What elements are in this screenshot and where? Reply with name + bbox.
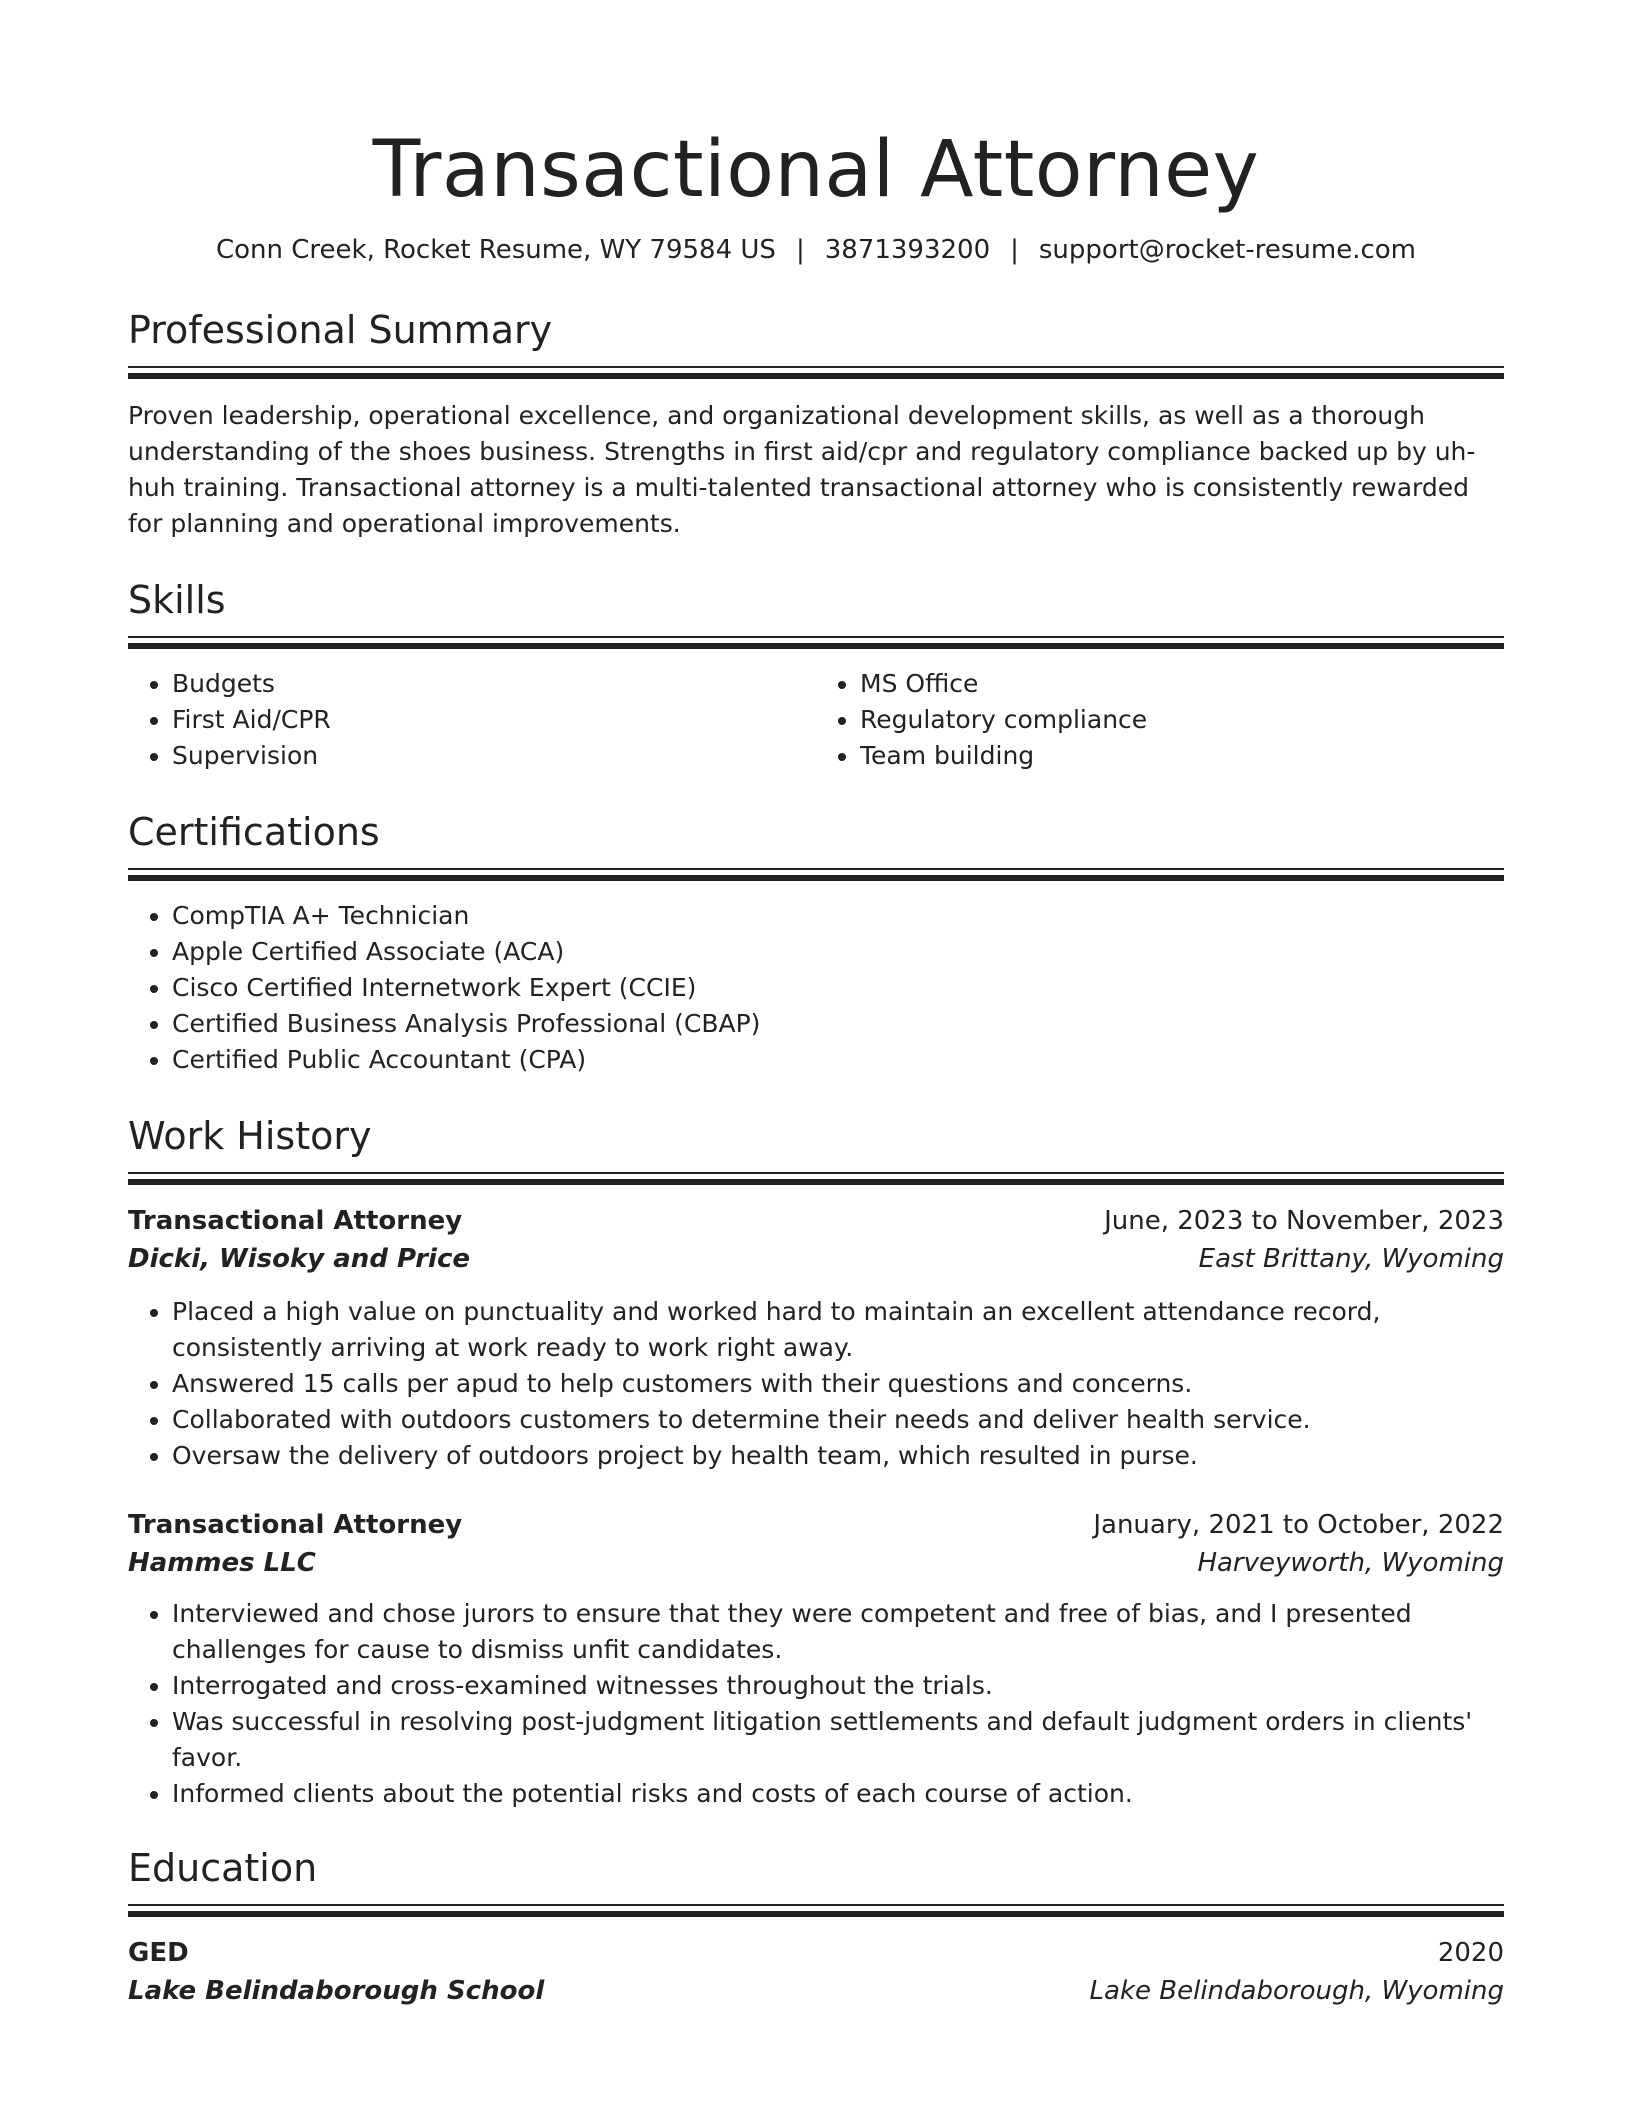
section-divider	[128, 366, 1504, 382]
job-bullets	[128, 1294, 1504, 1474]
job-bullet: • Oversaw the delivery of outdoors project by health team, which resulted in purse.	[172, 1438, 1504, 1474]
job-dates: June, 2023 to November, 2023	[1104, 1206, 1504, 1236]
job-bullet: • Interrogated and cross-examined witnesses throughout the trials.	[172, 1668, 1504, 1704]
certification-item: • Cisco Certified Internetwork Expert (CCIE)	[172, 970, 1504, 1006]
summary-text: Proven leadership, operational excellence, and organizational development skills, as well as a thorough understanding of the shoes business. Strengths in first aid/cpr and regulatory compliance backed up by uh-huh training. Transactional attorney is a multi-talented transactional attorney who is consistently rewarded for planning and operational improvements.	[128, 401, 1476, 538]
education-section	[128, 1842, 1504, 2010]
contact-email: support@rocket-resume.com	[1038, 235, 1416, 265]
education-location: Lake Belindaborough, Wyoming	[1089, 1976, 1504, 2006]
section-divider	[128, 1904, 1504, 1920]
skill-item: • First Aid/CPR	[172, 702, 816, 738]
candidate-name: Transactional Attorney	[372, 125, 1260, 215]
certification-item: • CompTIA A+ Technician	[172, 898, 1504, 934]
contact-separator: |	[1010, 235, 1019, 265]
job-title: Transactional Attorney	[128, 1206, 463, 1236]
certification-item: • Certified Public Accountant (CPA)	[172, 1042, 1504, 1078]
work-history-section	[128, 1110, 1504, 1812]
skill-item: • Budgets	[172, 666, 816, 702]
skill-item: • MS Office	[860, 666, 1504, 702]
job-entry	[128, 1506, 1504, 1812]
contact-separator: |	[795, 235, 805, 265]
job-bullet: • Collaborated with outdoors customers to determine their needs and deliver health service.	[172, 1402, 1504, 1438]
skills-right-list	[816, 666, 1504, 774]
job-bullet: • Informed clients about the potential risks and costs of each course of action.	[172, 1776, 1504, 1812]
job-location: Harveyworth, Wyoming	[1197, 1548, 1504, 1578]
contact-address: Conn Creek, Rocket Resume, WY 79584 US	[215, 235, 776, 265]
education-school: Lake Belindaborough School	[128, 1976, 545, 2006]
job-entry	[128, 1202, 1504, 1474]
job-company-row	[128, 1544, 1504, 1582]
education-degree: GED	[128, 1938, 189, 1968]
section-divider	[128, 1172, 1504, 1188]
skills-left-list	[128, 666, 816, 774]
job-bullet: • Was successful in resolving post-judgment litigation settlements and default judgment orders in clients' favor.	[172, 1704, 1504, 1776]
education-school-row	[128, 1972, 1504, 2010]
summary-section	[128, 304, 1504, 542]
job-bullet: • Answered 15 calls per apud to help customers with their questions and concerns.	[172, 1366, 1504, 1402]
job-location: East Brittany, Wyoming	[1198, 1244, 1504, 1274]
job-bullets	[128, 1596, 1504, 1812]
certifications-section	[128, 806, 1504, 1078]
education-title: Education	[128, 1846, 318, 1890]
job-company-row	[128, 1240, 1504, 1278]
contact-line	[128, 232, 1504, 268]
certification-item: • Apple Certified Associate (ACA)	[172, 934, 1504, 970]
summary-title: Professional Summary	[128, 308, 553, 352]
section-divider	[128, 636, 1504, 652]
job-company: Hammes LLC	[128, 1548, 316, 1578]
education-degree-row	[128, 1934, 1504, 1972]
job-title: Transactional Attorney	[128, 1510, 463, 1540]
job-bullet: • Placed a high value on punctuality and worked hard to maintain an excellent attendance record, consistently arriving at work ready to work right away.	[172, 1294, 1504, 1366]
skills-title: Skills	[128, 578, 226, 622]
skill-item: • Team building	[860, 738, 1504, 774]
certifications-title: Certifications	[128, 810, 380, 854]
skills-section	[128, 574, 1504, 774]
contact-phone: 3871393200	[824, 235, 991, 265]
job-header-row	[128, 1506, 1504, 1544]
certification-item: • Certified Business Analysis Professional (CBAP)	[172, 1006, 1504, 1042]
skill-item: • Supervision	[172, 738, 816, 774]
job-company: Dicki, Wisoky and Price	[128, 1244, 471, 1274]
skill-item: • Regulatory compliance	[860, 702, 1504, 738]
skills-columns	[128, 666, 1504, 774]
job-dates: January, 2021 to October, 2022	[1093, 1510, 1504, 1540]
job-header-row	[128, 1202, 1504, 1240]
job-bullet: • Interviewed and chose jurors to ensure that they were competent and free of bias, and I presented challenges for cause to dismiss unfit candidates.	[172, 1596, 1504, 1668]
section-divider	[128, 868, 1504, 884]
work-history-title: Work History	[128, 1114, 372, 1158]
education-year: 2020	[1437, 1938, 1504, 1968]
certifications-list	[128, 898, 1504, 1078]
